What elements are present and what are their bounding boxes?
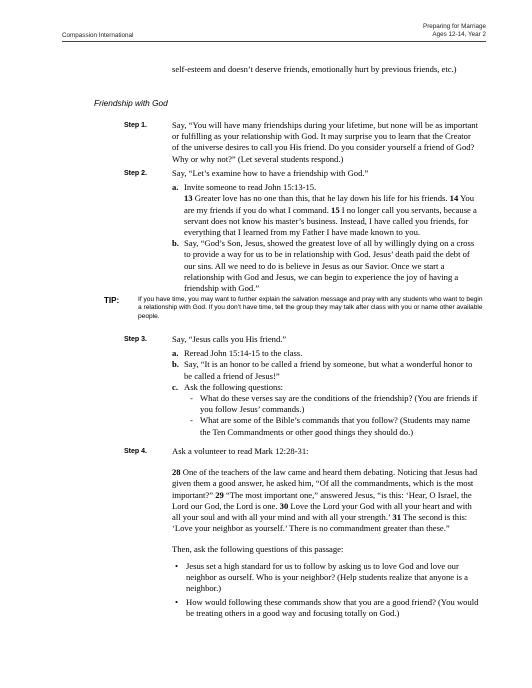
step-label: Step 2. xyxy=(124,170,147,177)
page-header xyxy=(62,14,486,42)
sub-item-label: a. xyxy=(172,182,179,193)
question-item xyxy=(190,393,480,415)
sub-item-a xyxy=(172,348,480,359)
bullet-item xyxy=(175,597,480,619)
verse-number: 15 xyxy=(331,204,340,215)
header-title xyxy=(423,23,486,39)
step-text: Ask a volunteer to read Mark 12:28-31: xyxy=(172,446,309,456)
tip-box xyxy=(104,296,484,321)
sub-item-text: Say, “It is an honor to be called a friend by someone, but what a wonderful honor to be called a friend of Jesus!” xyxy=(184,359,473,381)
sub-item-a xyxy=(172,182,480,238)
sub-item-label: a. xyxy=(172,348,179,359)
verse-text: I no longer call you servants, because a servant does not know his master’s business. Instead, I have called you friends, for everything that I learned from my Father I have made known to you. xyxy=(184,204,477,238)
sub-item-text: Invite someone to read John 15:13-15. xyxy=(184,182,317,193)
sub-item-label: c. xyxy=(172,381,178,392)
sub-item-label: b. xyxy=(172,359,179,370)
bullet-text: Jesus set a high standard for us to follow by asking us to love God and love our neighbor as ourself. Who is your neighbor? (Help students realize that anyone is a neighbor.) xyxy=(186,560,468,594)
step-1 xyxy=(124,120,480,165)
sub-item-text: Say, “God’s Son, Jesus, showed the greatest love of all by willingly dying on a cross to provide a way for us to be in relationship with God. Jesus’ death paid the debt of our sins. All we need to do is believe in Jesus as our Savior. Once we start a relationship with God and Jesus, we can begin to experience the joy of having a friendship with God.” xyxy=(184,238,475,294)
step-label: Step 1. xyxy=(124,122,147,129)
verse-number: 28 xyxy=(172,467,181,478)
verse-text: Love the Lord your God with all your heart and with all your soul and with all your mind and with all your strength.’ xyxy=(172,500,472,523)
header-title-line1: Preparing for Marriage xyxy=(423,23,486,30)
continuation-text: self-esteem and doesn’t deserve friends, emotionally hurt by previous friends, etc.) xyxy=(172,64,457,74)
header-title-line2: Ages 12-14, Year 2 xyxy=(432,31,486,38)
verse-text: The second is this: ‘Love your neighbor as yourself.’ There is no commandment greater than these.” xyxy=(172,512,468,534)
bullet-text: How would following these commands show that you are a good friend? (You would be treating others in a good way and focusing totally on God.) xyxy=(186,597,479,619)
bullet-marker: • xyxy=(175,560,179,571)
sub-item-b xyxy=(172,238,480,294)
verse-number: 31 xyxy=(392,512,401,523)
header-org: Compassion International xyxy=(62,32,134,39)
step-text: Say, “Let’s examine how to have a friendship with God.” xyxy=(172,168,369,178)
verse-text: One of the teachers of the law came and heard them debating. Noticing that Jesus had given them a good answer, he asked him, “Of all the commandments, which is the most important?” xyxy=(172,467,478,500)
tip-label: TIP: xyxy=(104,296,120,305)
step-label: Step 3. xyxy=(124,336,147,343)
sub-item-c xyxy=(172,381,480,438)
scripture-passage xyxy=(172,467,480,534)
step-text: Say, “You will have many friendships during your lifetime, but none will be as important or fulfilling as your relationship with God. It may surprise you to learn that the Creator of the universe desires to call you His friend. Do you consider yourself a friend of God? Why or why not?” (Let several students respond.) xyxy=(172,120,478,164)
followup-text: Then, ask the following questions of this passage: xyxy=(172,544,344,555)
section-title: Friendship with God xyxy=(94,98,168,108)
verse-number: 29 xyxy=(215,489,224,500)
dash-marker: - xyxy=(190,415,193,426)
question-item xyxy=(190,415,480,437)
sub-item-label: b. xyxy=(172,238,179,249)
dash-marker: - xyxy=(190,393,193,404)
step-label: Step 4. xyxy=(124,448,147,455)
step-2 xyxy=(124,168,480,294)
verse-number: 30 xyxy=(279,500,289,511)
sub-item-text: Ask the following questions: xyxy=(184,381,284,392)
question-text: What are some of the Bible’s commands that you follow? (Students may name the Ten Commandments or other good things they should do.) xyxy=(200,415,471,437)
scripture-passage xyxy=(184,193,480,238)
question-text: What do these verses say are the conditions of the friendship? (You are friends if you follow Jesus’ commands.) xyxy=(200,393,478,415)
step-4 xyxy=(124,446,480,620)
verse-text: You are my friends if you do what I command. xyxy=(184,193,475,215)
sub-item-b xyxy=(172,359,480,381)
verse-number: 14 xyxy=(449,193,459,204)
verse-text: “The most important one,” answered Jesus, “is this: ‘Hear, O Israel, the Lord our God, the Lord is one. xyxy=(172,489,472,511)
header-rule xyxy=(62,41,486,42)
bullet-marker: • xyxy=(175,597,179,608)
step-text: Say, “Jesus calls you His friend.” xyxy=(172,334,287,344)
sub-item-text: Reread John 15:14-15 to the class. xyxy=(184,348,303,359)
verse-number: 13 xyxy=(184,193,193,204)
tip-text: If you have time, you may want to further explain the salvation message and pray with any students who want to begin a relationship with God. If you don’t have time, tell the group they may talk after class with you or name other available people. xyxy=(138,296,483,320)
bullet-item xyxy=(175,560,480,595)
verse-text: Greater love has no one than this, that he lay down his life for his friends. xyxy=(192,193,450,204)
step-3 xyxy=(124,334,480,438)
